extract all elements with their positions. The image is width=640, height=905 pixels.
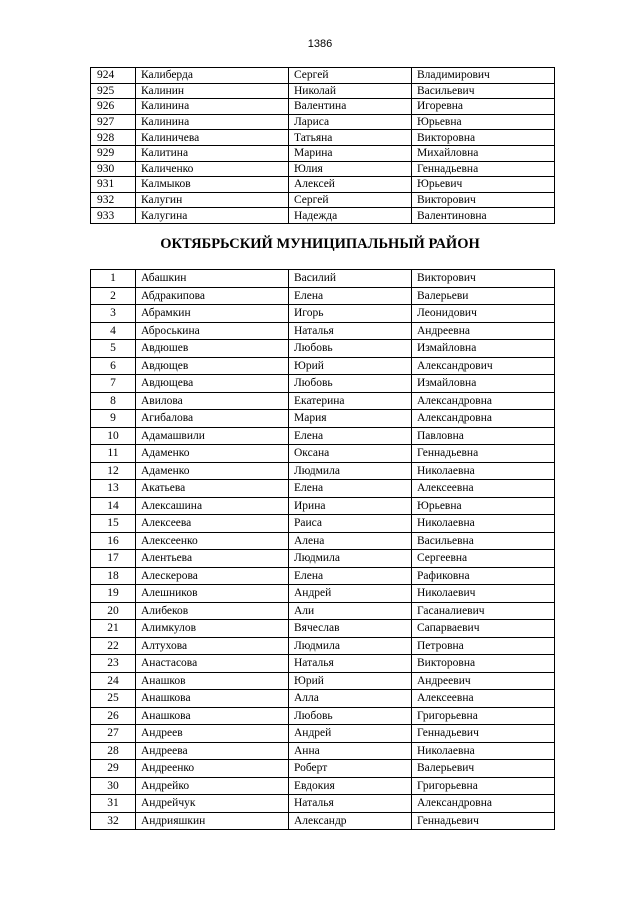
first-name: Раиса [289,515,412,533]
table-row [91,795,555,813]
row-number: 25 [91,690,136,708]
last-name: Андреенко [136,760,289,778]
first-name: Любовь [289,375,412,393]
patronymic: Викторовна [412,655,555,673]
row-number: 5 [91,340,136,358]
patronymic: Павловна [412,427,555,445]
last-name: Анашкова [136,690,289,708]
first-name: Андрей [289,585,412,603]
row-number: 6 [91,357,136,375]
first-name: Николай [289,83,412,99]
row-number: 929 [91,145,136,161]
row-number: 924 [91,68,136,84]
last-name: Калиничева [136,130,289,146]
first-name: Татьяна [289,130,412,146]
first-name: Лариса [289,114,412,130]
first-name: Надежда [289,208,412,224]
table-row [91,620,555,638]
table-row [91,99,555,115]
last-name: Калмыков [136,177,289,193]
row-number: 933 [91,208,136,224]
row-number: 13 [91,480,136,498]
patronymic: Александровна [412,795,555,813]
first-name: Андрей [289,725,412,743]
patronymic: Рафиковна [412,567,555,585]
last-name: Алексашина [136,497,289,515]
patronymic: Геннадьевич [412,812,555,830]
row-number: 24 [91,672,136,690]
last-name: Авилова [136,392,289,410]
row-number: 15 [91,515,136,533]
first-name: Елена [289,567,412,585]
patronymic: Игоревна [412,99,555,115]
table-row [91,550,555,568]
patronymic: Николаевна [412,462,555,480]
first-name: Ирина [289,497,412,515]
last-name: Калиберда [136,68,289,84]
patronymic: Геннадьевна [412,445,555,463]
patronymic: Александрович [412,357,555,375]
patronymic: Григорьевна [412,707,555,725]
row-number: 1 [91,270,136,288]
table-row [91,192,555,208]
last-name: Каличенко [136,161,289,177]
patronymic: Викторович [412,270,555,288]
row-number: 8 [91,392,136,410]
patronymic: Александровна [412,410,555,428]
row-number: 17 [91,550,136,568]
row-number: 10 [91,427,136,445]
last-name: Алентьева [136,550,289,568]
row-number: 3 [91,305,136,323]
table-row [91,145,555,161]
row-number: 927 [91,114,136,130]
patronymic: Валерьеви [412,287,555,305]
table-row [91,567,555,585]
last-name: Адаменко [136,445,289,463]
row-number: 27 [91,725,136,743]
first-name: Юлия [289,161,412,177]
row-number: 19 [91,585,136,603]
table-row [91,462,555,480]
last-name: Андрияшкин [136,812,289,830]
last-name: Алескерова [136,567,289,585]
last-name: Андрейко [136,777,289,795]
last-name: Калинина [136,114,289,130]
last-name: Анашков [136,672,289,690]
row-number: 22 [91,637,136,655]
patronymic: Юрьевна [412,497,555,515]
table-row [91,83,555,99]
patronymic: Григорьевна [412,777,555,795]
table-row [91,497,555,515]
last-name: Авдюшев [136,340,289,358]
first-name: Елена [289,427,412,445]
row-number: 4 [91,322,136,340]
last-name: Анастасова [136,655,289,673]
last-name: Адамашвили [136,427,289,445]
row-number: 26 [91,707,136,725]
row-number: 21 [91,620,136,638]
last-name: Алешников [136,585,289,603]
table-row [91,602,555,620]
patronymic: Николаевна [412,742,555,760]
first-name: Василий [289,270,412,288]
last-name: Абдракипова [136,287,289,305]
table-row [91,270,555,288]
first-name: Екатерина [289,392,412,410]
table-row [91,742,555,760]
patronymic: Измайловна [412,340,555,358]
patronymic: Викторович [412,192,555,208]
table-row [91,68,555,84]
row-number: 926 [91,99,136,115]
first-name: Людмила [289,462,412,480]
first-name: Оксана [289,445,412,463]
first-name: Алена [289,532,412,550]
section-title: ОКТЯБРЬСКИЙ МУНИЦИПАЛЬНЫЙ РАЙОН [160,236,480,252]
patronymic: Александровна [412,392,555,410]
last-name: Абашкин [136,270,289,288]
last-name: Алексеенко [136,532,289,550]
row-number: 7 [91,375,136,393]
continued-list-table [90,67,555,224]
last-name: Авдющева [136,375,289,393]
last-name: Агибалова [136,410,289,428]
table-row [91,690,555,708]
last-name: Калугина [136,208,289,224]
table-row [91,672,555,690]
table-row [91,445,555,463]
table-row [91,532,555,550]
first-name: Евдокия [289,777,412,795]
first-name: Мария [289,410,412,428]
first-name: Алла [289,690,412,708]
first-name: Людмила [289,550,412,568]
last-name: Андреев [136,725,289,743]
table-row [91,357,555,375]
table-row [91,208,555,224]
first-name: Али [289,602,412,620]
patronymic: Гасаналиевич [412,602,555,620]
last-name: Адаменко [136,462,289,480]
row-number: 28 [91,742,136,760]
first-name: Анна [289,742,412,760]
first-name: Валентина [289,99,412,115]
first-name: Сергей [289,192,412,208]
first-name: Наталья [289,795,412,813]
first-name: Любовь [289,707,412,725]
first-name: Алексей [289,177,412,193]
first-name: Вячеслав [289,620,412,638]
row-number: 31 [91,795,136,813]
patronymic: Васильевич [412,83,555,99]
table-row [91,305,555,323]
last-name: Калугин [136,192,289,208]
last-name: Калитина [136,145,289,161]
table-row [91,130,555,146]
patronymic: Андреевна [412,322,555,340]
table-row [91,114,555,130]
patronymic: Сапарваевич [412,620,555,638]
table-row [91,427,555,445]
table-row [91,177,555,193]
first-name: Юрий [289,672,412,690]
last-name: Авдющев [136,357,289,375]
first-name: Любовь [289,340,412,358]
first-name: Александр [289,812,412,830]
table-row [91,777,555,795]
row-number: 14 [91,497,136,515]
last-name: Калинина [136,99,289,115]
table-row [91,392,555,410]
patronymic: Петровна [412,637,555,655]
table-row [91,707,555,725]
patronymic: Юрьевна [412,114,555,130]
table-row [91,161,555,177]
row-number: 12 [91,462,136,480]
table-row [91,410,555,428]
patronymic: Андреевич [412,672,555,690]
table-row [91,655,555,673]
table-row [91,760,555,778]
row-number: 30 [91,777,136,795]
patronymic: Михайловна [412,145,555,161]
first-name: Игорь [289,305,412,323]
row-number: 931 [91,177,136,193]
last-name: Абрамкин [136,305,289,323]
table-row [91,585,555,603]
last-name: Андреева [136,742,289,760]
first-name: Наталья [289,655,412,673]
first-name: Юрий [289,357,412,375]
last-name: Анашкова [136,707,289,725]
row-number: 932 [91,192,136,208]
patronymic: Валентиновна [412,208,555,224]
patronymic: Юрьевич [412,177,555,193]
last-name: Андрейчук [136,795,289,813]
row-number: 928 [91,130,136,146]
table-row [91,375,555,393]
row-number: 23 [91,655,136,673]
table-row [91,725,555,743]
patronymic: Алексеевна [412,480,555,498]
table-row [91,480,555,498]
first-name: Елена [289,287,412,305]
first-name: Елена [289,480,412,498]
district-list-table [90,269,555,830]
row-number: 11 [91,445,136,463]
patronymic: Викторовна [412,130,555,146]
patronymic: Васильевна [412,532,555,550]
row-number: 2 [91,287,136,305]
table-row [91,287,555,305]
table-row [91,812,555,830]
row-number: 20 [91,602,136,620]
row-number: 9 [91,410,136,428]
last-name: Алибеков [136,602,289,620]
patronymic: Валерьевич [412,760,555,778]
row-number: 32 [91,812,136,830]
patronymic: Алексеевна [412,690,555,708]
table-row [91,637,555,655]
row-number: 29 [91,760,136,778]
patronymic: Геннадьевич [412,725,555,743]
last-name: Алтухова [136,637,289,655]
first-name: Роберт [289,760,412,778]
table-row [91,515,555,533]
table-row [91,340,555,358]
row-number: 16 [91,532,136,550]
last-name: Акатьева [136,480,289,498]
patronymic: Николаевна [412,515,555,533]
table-row [91,322,555,340]
last-name: Алимкулов [136,620,289,638]
patronymic: Леонидович [412,305,555,323]
patronymic: Николаевич [412,585,555,603]
last-name: Аброськина [136,322,289,340]
last-name: Алексеева [136,515,289,533]
first-name: Сергей [289,68,412,84]
last-name: Калинин [136,83,289,99]
row-number: 930 [91,161,136,177]
patronymic: Владимирович [412,68,555,84]
patronymic: Сергеевна [412,550,555,568]
patronymic: Измайловна [412,375,555,393]
row-number: 18 [91,567,136,585]
page-number: 1386 [307,38,333,50]
first-name: Людмила [289,637,412,655]
row-number: 925 [91,83,136,99]
first-name: Наталья [289,322,412,340]
first-name: Марина [289,145,412,161]
patronymic: Геннадьевна [412,161,555,177]
